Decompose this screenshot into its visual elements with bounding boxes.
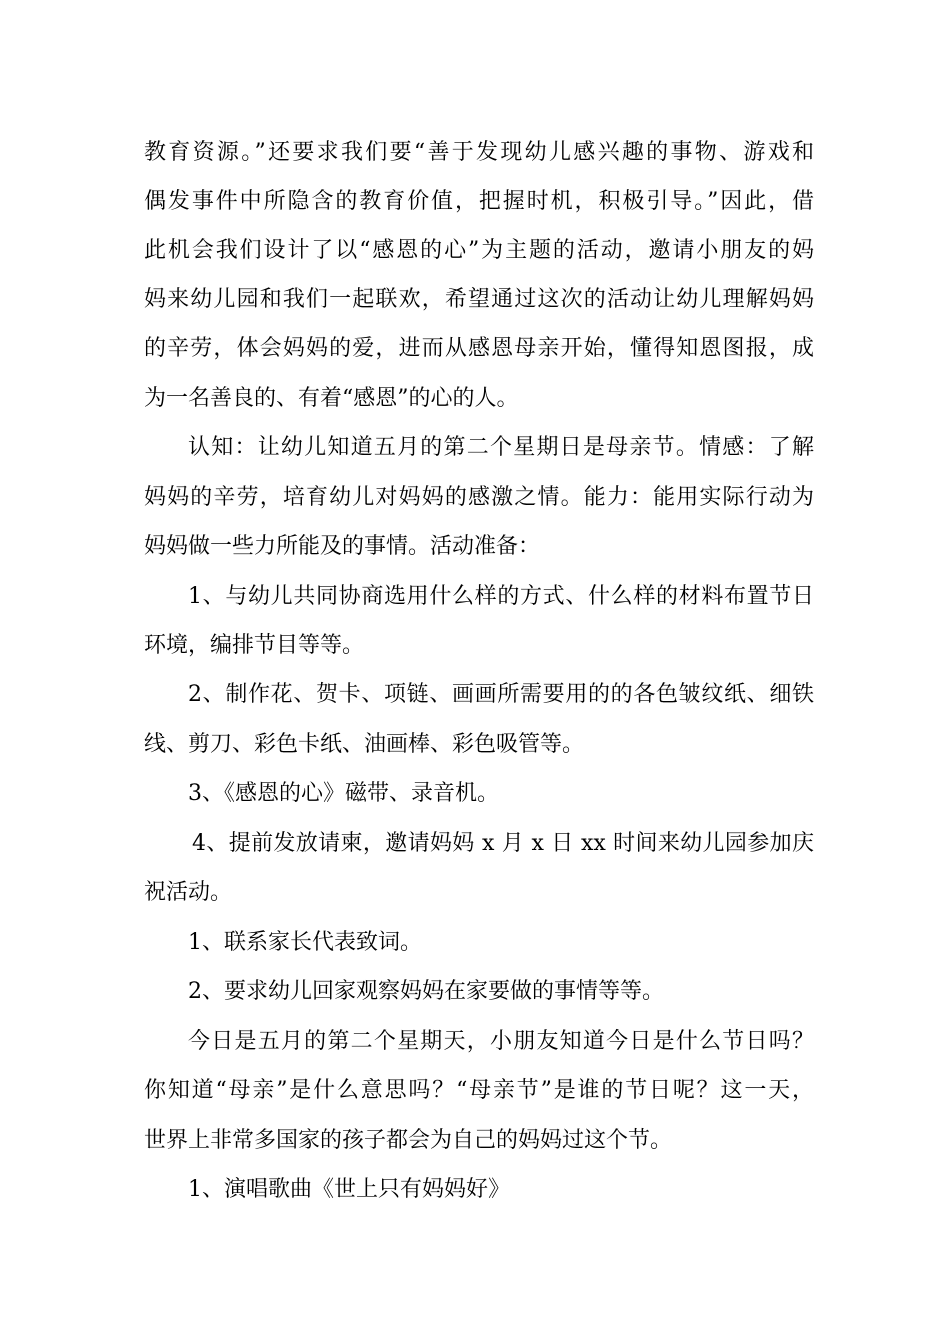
text-line: 此机会我们设计了以“感恩的心”为主题的活动，邀请小朋友的妈	[144, 238, 814, 263]
text-line: 的辛劳，体会妈妈的爱，进而从感恩母亲开始，懂得知恩图报，成	[144, 336, 814, 361]
text-line: 认知：让幼儿知道五月的第二个星期日是母亲节。情感：了解	[188, 435, 814, 460]
text-line: 祝活动。	[144, 880, 233, 905]
text-line: 4、提前发放请柬，邀请妈妈 x 月 x 日 xx 时间来幼儿园参加庆	[192, 831, 814, 856]
text-line: 今日是五月的第二个星期天，小朋友知道今日是什么节日吗？	[188, 1029, 814, 1054]
text-line: 世界上非常多国家的孩子都会为自己的妈妈过这个节。	[144, 1128, 673, 1153]
text-line: 2、制作花、贺卡、项链、画画所需要用的的各色皱纹纸、细铁	[188, 682, 814, 707]
text-line: 1、演唱歌曲《世上只有妈妈好》	[188, 1177, 510, 1202]
text-line: 1、联系家长代表致词。	[188, 930, 422, 955]
text-line: 你知道“母亲”是什么意思吗？“母亲节”是谁的节日呢？这一天，	[144, 1078, 814, 1103]
text-line: 环境，编排节目等等。	[144, 633, 365, 658]
text-line: 2、要求幼儿回家观察妈妈在家要做的事情等等。	[188, 979, 664, 1004]
text-line: 妈来幼儿园和我们一起联欢，希望通过这次的活动让幼儿理解妈妈	[144, 287, 814, 312]
text-line: 线、剪刀、彩色卡纸、油画棒、彩色吸管等。	[144, 732, 585, 757]
text-line: 教育资源。”还要求我们要“善于发现幼儿感兴趣的事物、游戏和	[144, 140, 814, 165]
text-line: 3、《感恩的心》磁带、录音机。	[188, 781, 499, 806]
text-line: 1、与幼儿共同协商选用什么样的方式、什么样的材料布置节日	[188, 584, 814, 609]
text-line: 妈妈的辛劳，培育幼儿对妈妈的感激之情。能力：能用实际行动为	[144, 485, 814, 510]
text-line: 为一名善良的、有着“感恩”的心的人。	[144, 386, 519, 411]
text-line: 偶发事件中所隐含的教育价值，把握时机，积极引导。”因此，借	[144, 189, 814, 214]
text-line: 妈妈做一些力所能及的事情。活动准备：	[144, 534, 541, 559]
